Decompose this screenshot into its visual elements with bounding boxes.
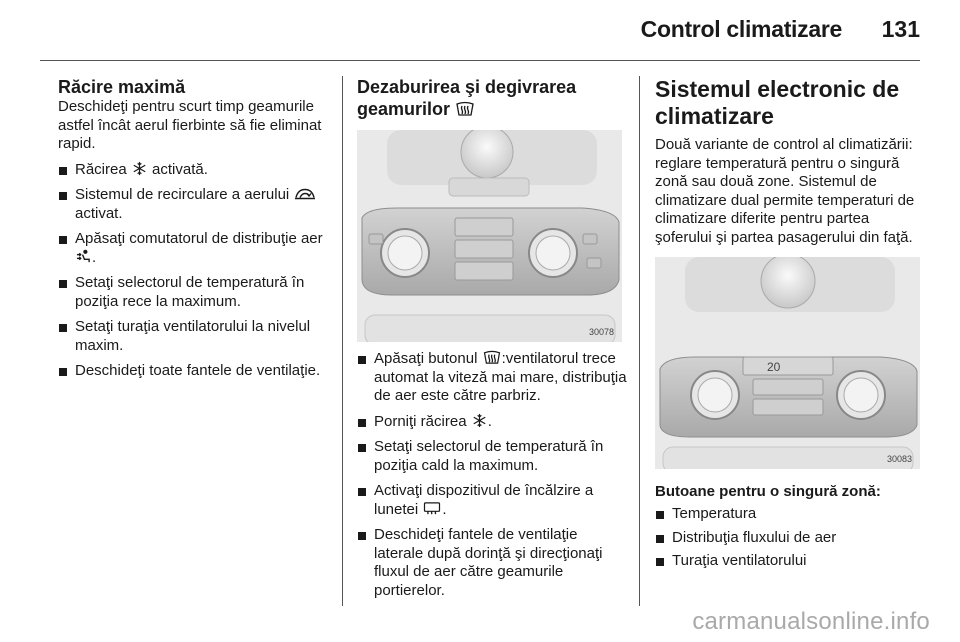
- column-electronic-climate: [655, 76, 923, 571]
- watermark: carmanualsonline.info: [692, 608, 930, 635]
- list-item: Apăsaţi comutatorul de distribuţie aer .: [58, 230, 334, 267]
- climate-panel-illustration: [655, 257, 920, 469]
- list-item: Sistemul de recirculare a aerului activat.: [58, 186, 334, 223]
- windscreen-defrost-icon: [456, 101, 474, 117]
- column-divider: [639, 76, 640, 606]
- list-item: Turaţia ventilatorului: [655, 552, 923, 571]
- bullet-list: [655, 505, 923, 571]
- figure-code: 30078: [588, 327, 614, 337]
- list-item: Deschideţi toate fantele de ventilaţie.: [58, 362, 334, 381]
- list-item: Distribuţia fluxului de aer: [655, 529, 923, 548]
- bullet-marker: [656, 558, 664, 566]
- bullet-list: [58, 161, 334, 381]
- bullet-marker: [358, 356, 366, 364]
- bullet-marker: [59, 324, 67, 332]
- section-heading-electronic-climate: Sistemul electronic de climatizare: [655, 76, 900, 129]
- climate-panel-illustration: [357, 130, 622, 342]
- figure-code: 30083: [886, 454, 912, 464]
- subheading-single-zone: Butoane pentru o singură zonă:: [655, 483, 881, 500]
- section-heading-max-cooling: Răcire maximă: [58, 77, 186, 97]
- list-item: Deschideţi fantele de ventilaţie laterale după dorinţă şi direcţionaţi fluxul de aer către geamurile portierelor.: [357, 526, 627, 600]
- bullet-marker: [358, 444, 366, 452]
- list-item: Răcirea activată.: [58, 161, 334, 180]
- air-distribution-icon: [76, 249, 91, 264]
- list-item: Activaţi dispozitivul de încălzire a lunetei .: [357, 482, 627, 519]
- list-item: Setaţi selectorul de temperatură în poziţia cald la maximum.: [357, 438, 627, 475]
- list-item: Porniţi răcirea .: [357, 413, 627, 432]
- bullet-marker: [59, 368, 67, 376]
- recirculation-icon: [294, 186, 316, 201]
- page-header: [0, 0, 960, 62]
- column-defrost: [357, 76, 627, 600]
- climate-panel-figure: [655, 257, 920, 469]
- bullet-marker: [358, 532, 366, 540]
- climate-panel-figure: [357, 130, 622, 342]
- bullet-marker: [358, 419, 366, 427]
- bullet-list: [357, 350, 627, 600]
- rear-window-heat-icon: [423, 501, 441, 516]
- bullet-marker: [59, 167, 67, 175]
- bullet-marker: [59, 236, 67, 244]
- list-item: Temperatura: [655, 505, 923, 524]
- snowflake-icon: [132, 161, 147, 176]
- windscreen-defrost-icon: [483, 350, 501, 365]
- section-intro: Două variante de control al climatizării: reglare temperatură pentru o singură zonă sau două zone. Sistemul de climatizare dual permite temperaturi de climatizare diferite pentru partea şoferului şi partea pasagerului din faţă.: [655, 136, 915, 246]
- header-rule: [40, 60, 920, 61]
- list-item: Setaţi selectorul de temperatură în poziţia rece la maximum.: [58, 274, 334, 311]
- list-item: Apăsaţi butonul :ventilatorul trece automat la viteză mai mare, distribuţia de aer este către parbriz.: [357, 350, 627, 406]
- section-heading-defrost: Dezaburirea şi degivrarea geamurilor: [357, 77, 577, 119]
- page-title: Control climatizare: [640, 16, 842, 42]
- column-divider: [342, 76, 343, 606]
- column-max-cooling: [58, 76, 334, 381]
- list-item: Setaţi turaţia ventilatorului la nivelul maxim.: [58, 318, 334, 355]
- snowflake-icon: [472, 413, 487, 428]
- section-intro: Deschideţi pentru scurt timp geamurile astfel încât aerul fierbinte să fie eliminat rapid.: [58, 98, 322, 152]
- bullet-marker: [656, 511, 664, 519]
- bullet-marker: [358, 488, 366, 496]
- bullet-marker: [59, 280, 67, 288]
- temperature-display-text: 20: [767, 360, 781, 374]
- bullet-marker: [656, 535, 664, 543]
- bullet-marker: [59, 192, 67, 200]
- page-number: 131: [881, 16, 920, 42]
